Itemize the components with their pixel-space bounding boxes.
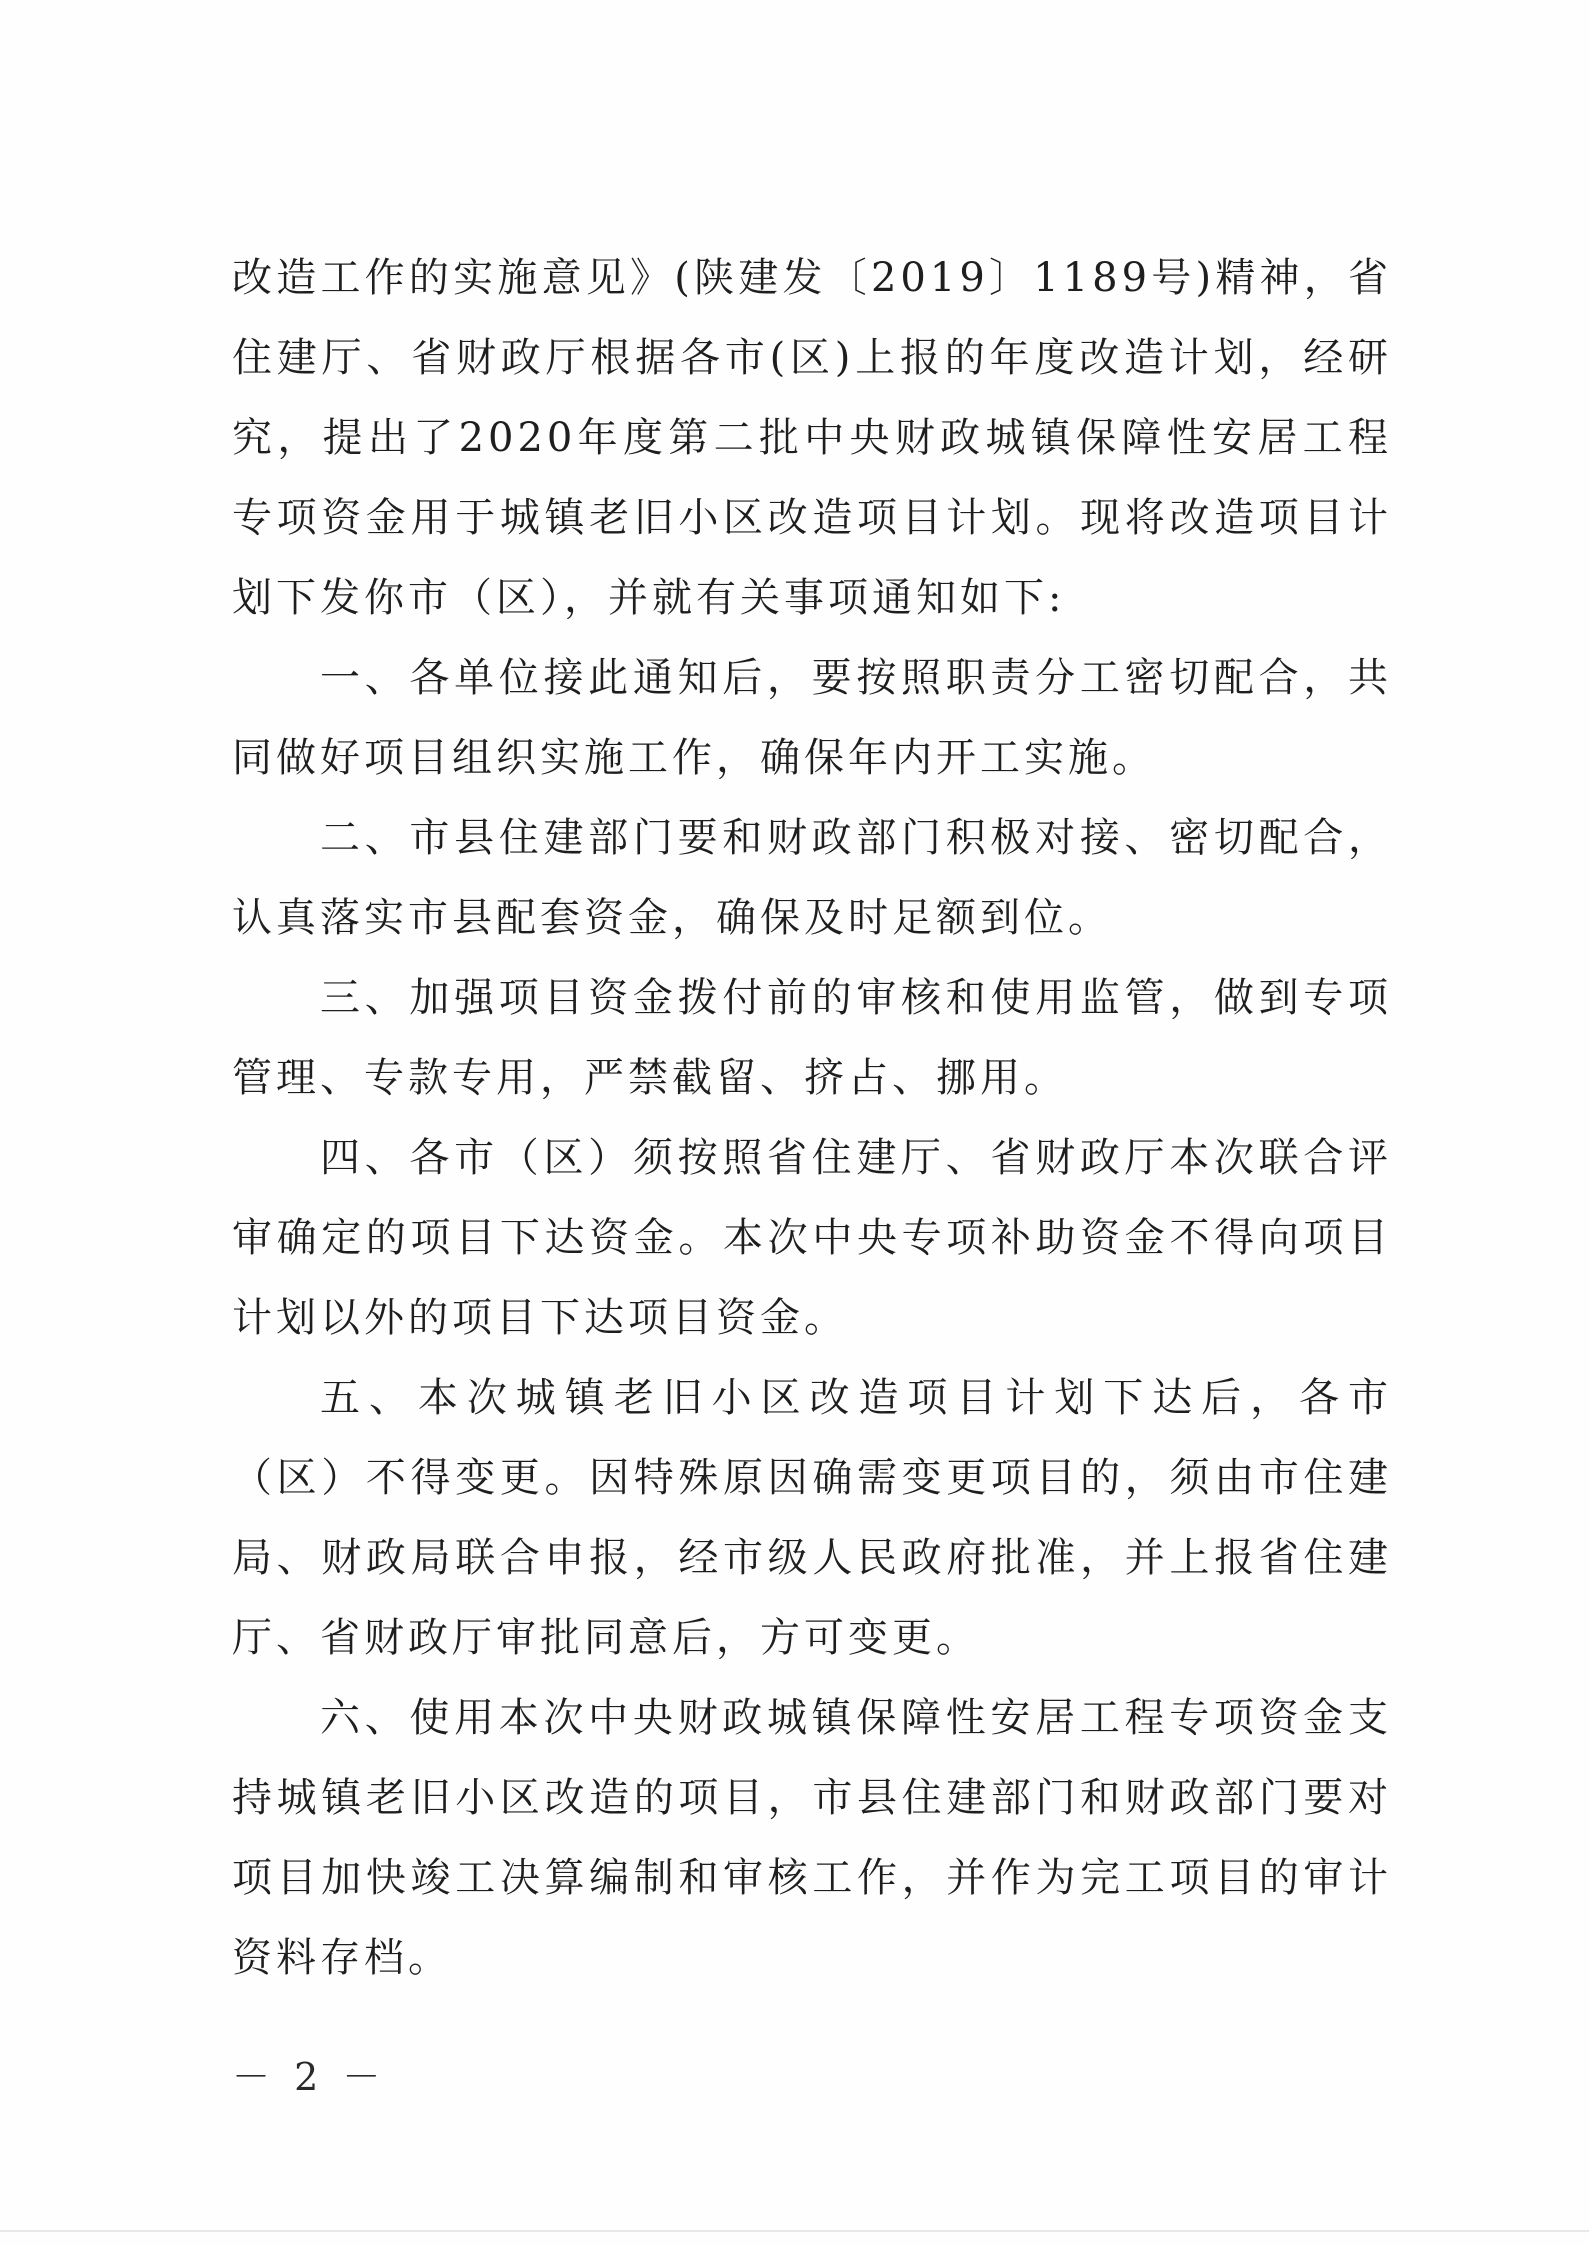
- document-body: [232, 238, 1392, 1998]
- paragraph-item-3: 三、加强项目资金拨付前的审核和使用监管，做到专项管理、专款专用，严禁截留、挤占、挪用。: [232, 975, 1392, 1101]
- paragraph-item-1: 一、各单位接此通知后，要按照职责分工密切配合，共同做好项目组织实施工作，确保年内开工实施。: [232, 655, 1392, 781]
- paragraph-intro: 改造工作的实施意见》(陕建发〔2019〕1189号)精神，省住建厅、省财政厅根据各市(区)上报的年度改造计划，经研究，提出了2020年度第二批中央财政城镇保障性安居工程专项资金用于城镇老旧小区改造项目计划。现将改造项目计划下发你市（区），并就有关事项通知如下:: [232, 255, 1392, 621]
- page-number: － 2 －: [232, 2055, 387, 2099]
- paragraph-item-2: 二、市县住建部门要和财政部门积极对接、密切配合，认真落实市县配套资金，确保及时足额到位。: [232, 815, 1392, 941]
- paragraph-item-5: 五、本次城镇老旧小区改造项目计划下达后，各市（区）不得变更。因特殊原因确需变更项目的，须由市住建局、财政局联合申报，经市级人民政府批准，并上报省住建厅、省财政厅审批同意后，方可变更。: [232, 1375, 1392, 1661]
- scan-edge-divider: [0, 2230, 1589, 2232]
- paragraph-item-4: 四、各市（区）须按照省住建厅、省财政厅本次联合评审确定的项目下达资金。本次中央专项补助资金不得向项目计划以外的项目下达项目资金。: [232, 1135, 1392, 1341]
- paragraph-item-6: 六、使用本次中央财政城镇保障性安居工程专项资金支持城镇老旧小区改造的项目，市县住建部门和财政部门要对项目加快竣工决算编制和审核工作，并作为完工项目的审计资料存档。: [232, 1695, 1392, 1981]
